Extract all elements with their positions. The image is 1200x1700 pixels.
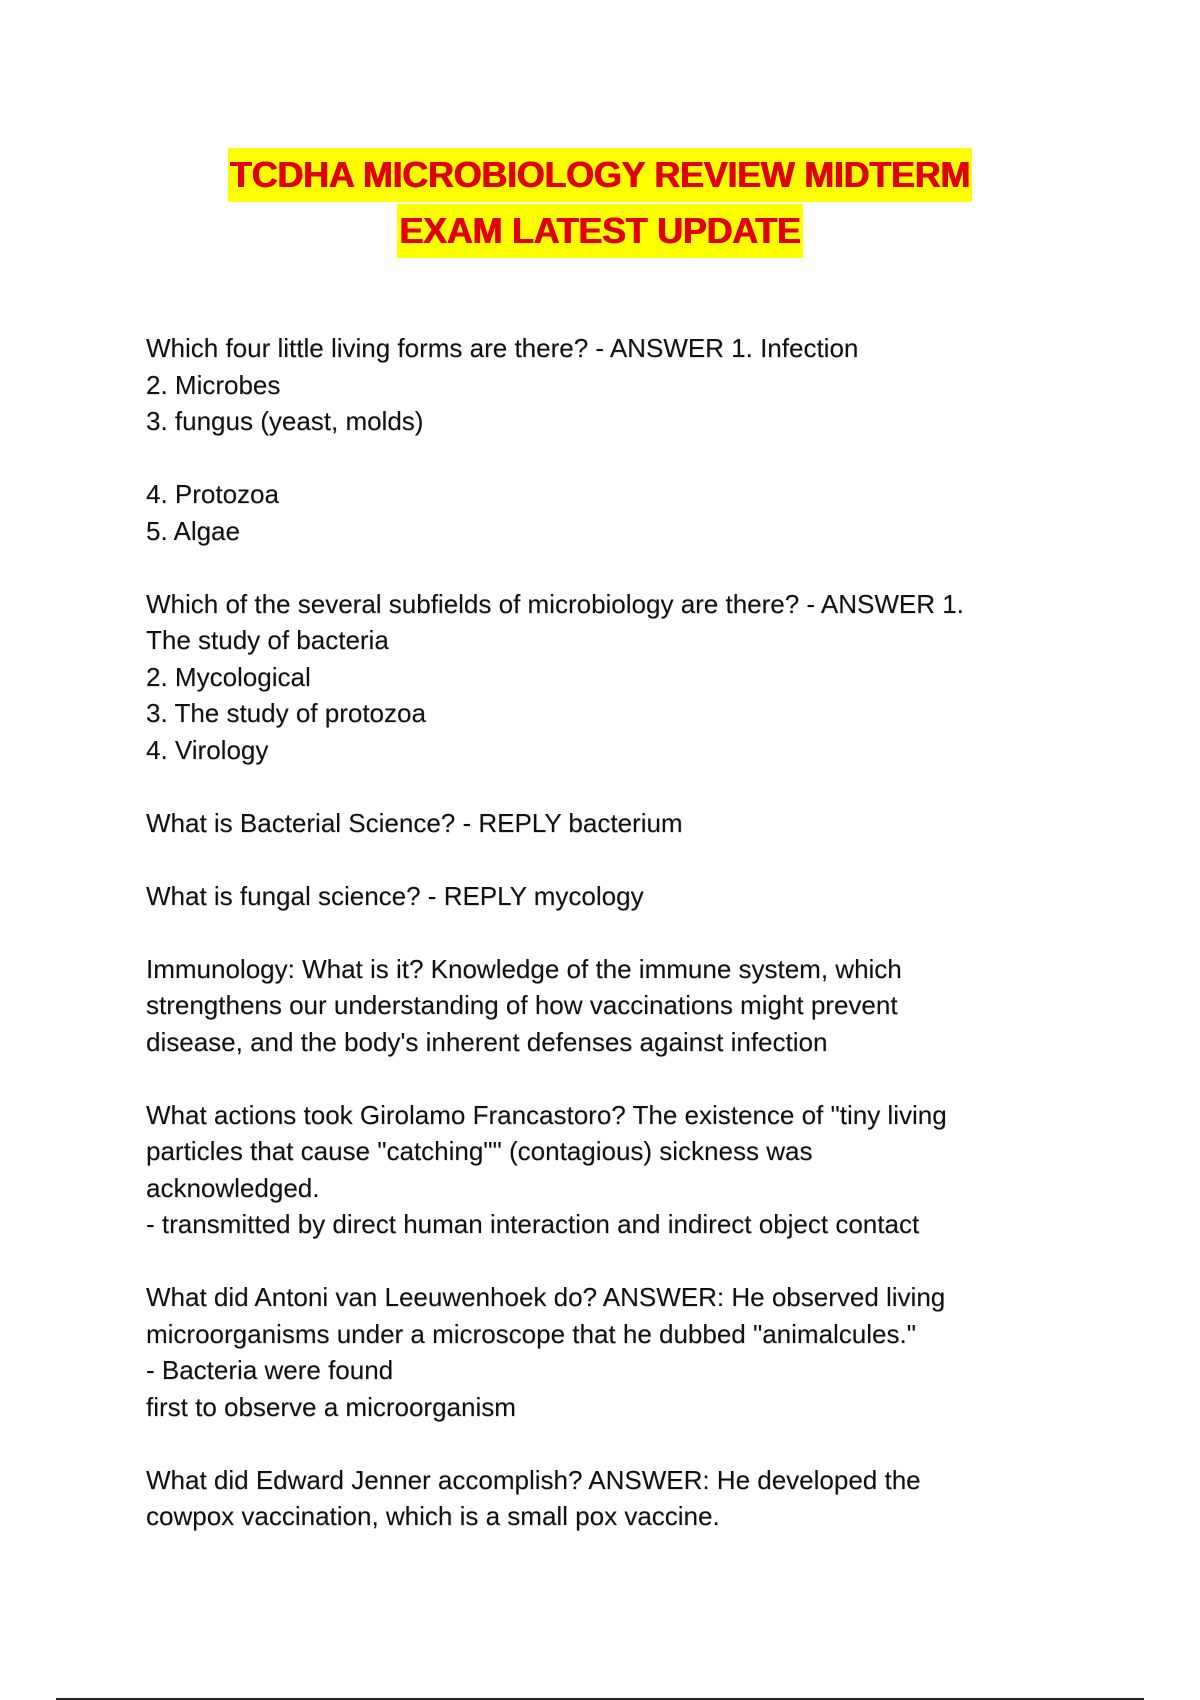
qa-item-3 (146, 805, 1066, 842)
qa-item-7 (146, 1279, 1066, 1425)
qa-line: 4. Protozoa (146, 479, 279, 509)
qa-line: 5. Algae (146, 515, 240, 546)
qa-line: first to observe a microorganism (146, 1391, 516, 1422)
qa-item-5 (146, 951, 1066, 1061)
blank-line (146, 440, 1066, 477)
qa-line: strengthens our understanding of how vaccinations might prevent (146, 990, 898, 1020)
qa-line: 3. fungus (yeast, molds) (146, 406, 424, 436)
qa-line: The study of bacteria (146, 625, 389, 655)
qa-line: 3. The study of protozoa (146, 698, 426, 728)
qa-line: 4. Virology (146, 734, 269, 765)
qa-item-6 (146, 1097, 1066, 1243)
qa-line: particles that cause "catching"" (contagious) sickness was (146, 1136, 813, 1166)
qa-line: Which four little living forms are there? - ANSWER 1. Infection (146, 333, 859, 363)
qa-item-1 (146, 330, 1066, 549)
title-line-2: EXAM LATEST UPDATE (397, 204, 802, 258)
qa-line: What is Bacterial Science? - REPLY bacterium (146, 807, 683, 838)
qa-line: Which of the several subfields of microbiology are there? - ANSWER 1. (146, 588, 964, 619)
qa-list (146, 330, 1066, 1571)
qa-line: What is fungal science? - REPLY mycology (146, 880, 644, 911)
qa-line: What did Edward Jenner accomplish? ANSWER: He developed the (146, 1464, 921, 1495)
qa-item-8 (146, 1462, 1066, 1535)
qa-item-4 (146, 878, 1066, 915)
qa-line: - Bacteria were found (146, 1355, 394, 1385)
qa-line: disease, and the body's inherent defenses against infection (146, 1026, 828, 1057)
qa-line: What did Antoni van Leeuwenhoek do? ANSWER: He observed living (146, 1282, 946, 1312)
qa-line: cowpox vaccination, which is a small pox vaccine. (146, 1501, 720, 1531)
qa-line: What actions took Girolamo Francastoro? The existence of "tiny living (146, 1099, 947, 1130)
qa-item-2 (146, 586, 1066, 769)
qa-line: 2. Mycological (146, 661, 311, 692)
qa-line: Immunology: What is it? Knowledge of the immune system, which (146, 953, 902, 984)
document-title (0, 148, 1200, 258)
qa-line: acknowledged. (146, 1172, 320, 1203)
qa-line: microorganisms under a microscope that he dubbed "animalcules." (146, 1318, 916, 1349)
title-line-1: TCDHA MICROBIOLOGY REVIEW MIDTERM (228, 148, 972, 202)
qa-line: - transmitted by direct human interaction and indirect object contact (146, 1209, 920, 1239)
qa-line: 2. Microbes (146, 369, 281, 400)
